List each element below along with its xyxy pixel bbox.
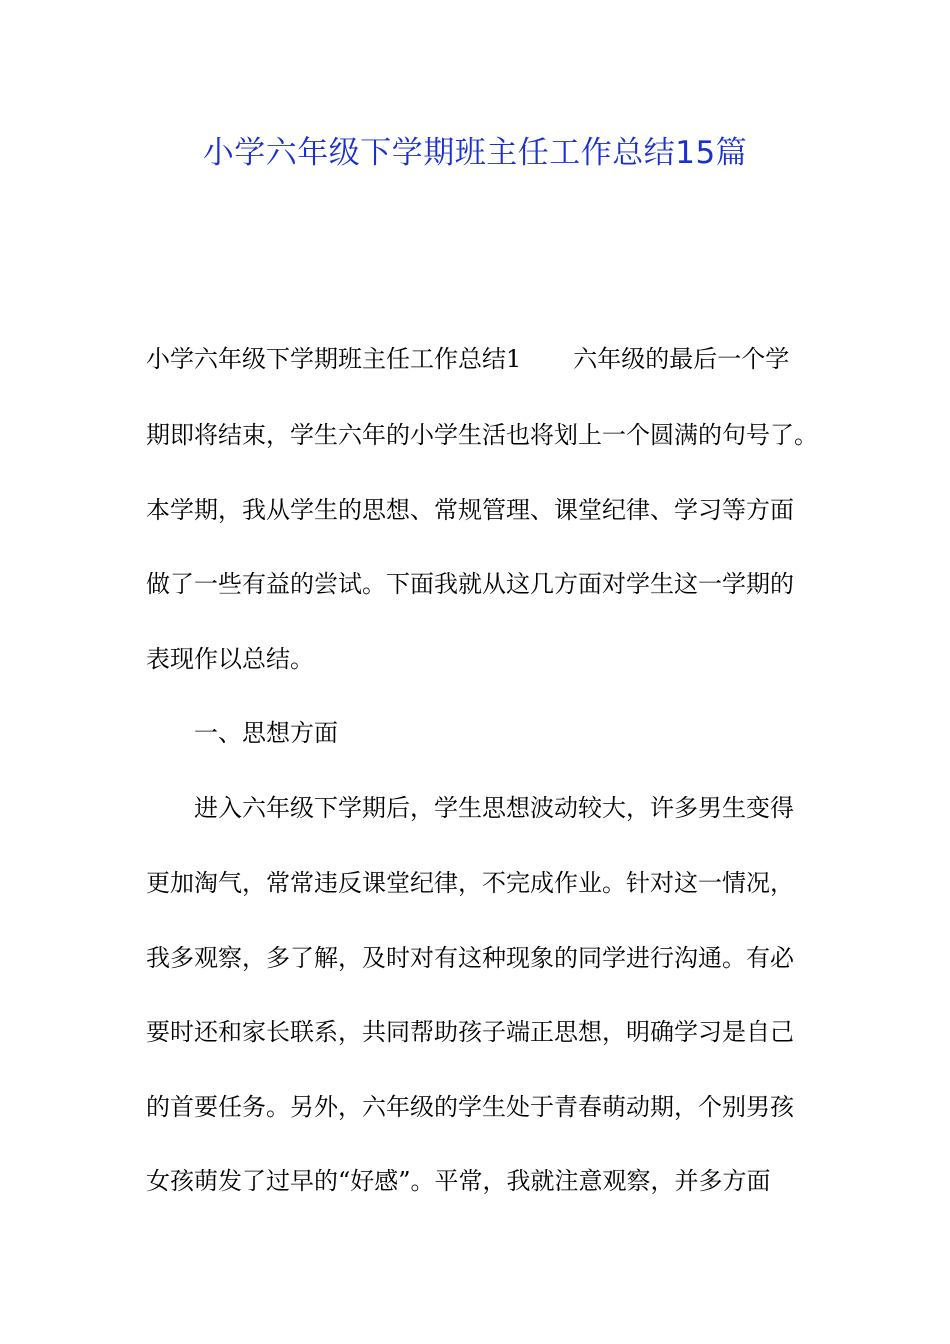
paragraph-line: 表现作以总结。 xyxy=(146,645,314,673)
paragraph-line xyxy=(146,342,816,376)
paragraph-line: 的首要任务。另外，六年级的学生处于青春萌动期，个别男孩 xyxy=(146,1093,794,1121)
section-heading-inline: 小学六年级下学期班主任工作总结1 xyxy=(146,345,522,373)
document-title: 小学六年级下学期班主任工作总结15篇 xyxy=(202,135,748,171)
paragraph-line: 要时还和家长联系，共同帮助孩子端正思想，明确学习是自己 xyxy=(146,1018,794,1046)
paragraph-line: 进入六年级下学期后，学生思想波动较大，许多男生变得 xyxy=(194,794,794,822)
paragraph-line: 我多观察，多了解，及时对有这种现象的同学进行沟通。有必 xyxy=(146,944,794,972)
paragraph-text: 六年级的最后一个学 xyxy=(573,345,790,373)
paragraph-line: 更加淘气，常常违反课堂纪律，不完成作业。针对这一情况， xyxy=(146,869,794,897)
paragraph-line: 本学期，我从学生的思想、常规管理、课堂纪律、学习等方面 xyxy=(146,496,794,524)
paragraph-line: 期即将结束，学生六年的小学生活也将划上一个圆满的句号了。 xyxy=(146,421,818,449)
paragraph-line: 女孩萌发了过早的“好感”。平常，我就注意观察，并多方面 xyxy=(146,1167,771,1195)
section-heading: 一、思想方面 xyxy=(194,719,338,747)
paragraph-line: 做了一些有益的尝试。下面我就从这几方面对学生这一学期的 xyxy=(146,570,794,598)
